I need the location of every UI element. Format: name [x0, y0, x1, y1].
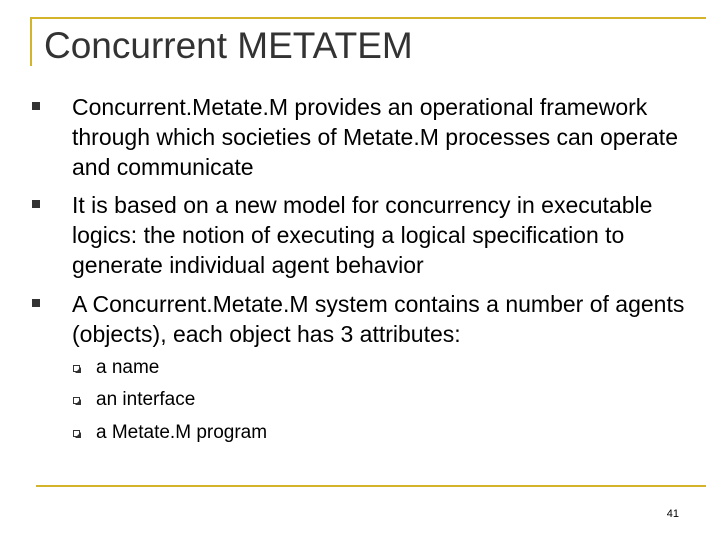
bullet-item	[72, 289, 702, 349]
left-rule	[30, 17, 32, 66]
top-rule	[30, 17, 706, 19]
sub-bullet-item	[96, 356, 676, 380]
square-bullet-icon	[32, 102, 40, 110]
sub-bullet-item	[96, 421, 676, 445]
bullet-text: It is based on a new model for concurrency in executable logics: the notion of executing a logical specification to generate individual agent behavior	[72, 192, 653, 278]
sub-bullet-text: an interface	[96, 389, 196, 410]
bullet-item	[72, 92, 702, 182]
bottom-rule	[36, 485, 706, 487]
sub-bullet-text: a Metate.M program	[96, 422, 268, 443]
sub-bullet-text: a name	[96, 357, 160, 378]
square-bullet-icon	[32, 200, 40, 208]
slide-title: Concurrent METATEM	[44, 25, 413, 66]
checkbox-bullet-icon	[73, 430, 80, 437]
slide-number: 41	[666, 508, 679, 520]
square-bullet-icon	[32, 299, 40, 307]
checkbox-bullet-icon	[73, 397, 80, 404]
bullet-text: Concurrent.Metate.M provides an operational framework through which societies of Metate.M processes can operate and communicate	[72, 94, 678, 180]
bullet-text: A Concurrent.Metate.M system contains a number of agents (objects), each object has 3 attributes:	[72, 291, 685, 347]
bullet-item	[72, 190, 702, 280]
checkbox-bullet-icon	[73, 365, 80, 372]
sub-bullet-item	[96, 388, 676, 412]
